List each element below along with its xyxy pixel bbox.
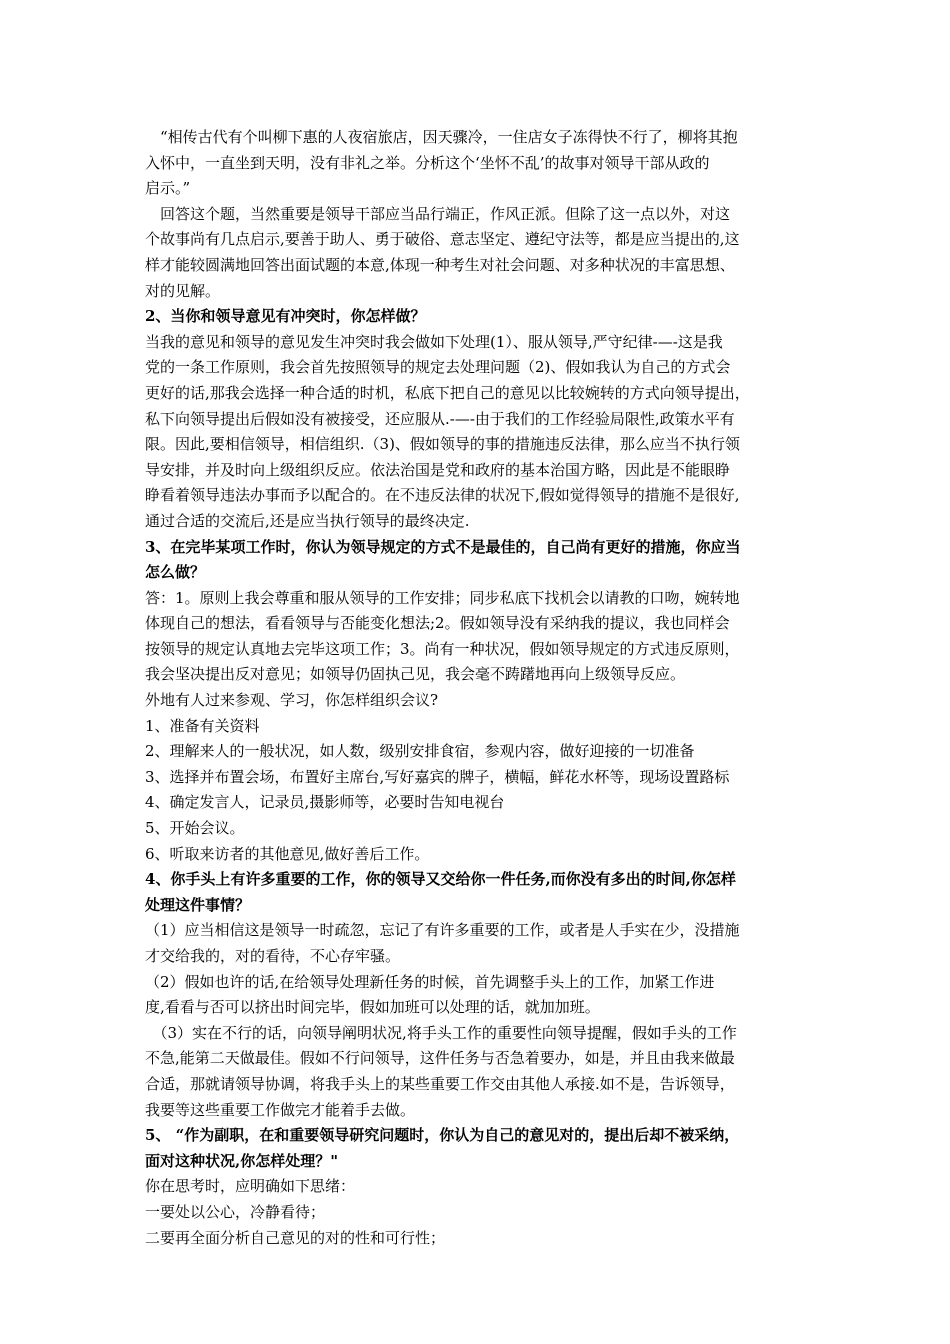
question-heading-line: 3、在完毕某项工作时，你认为领导规定的方式不是最佳的，自己尚有更好的措施，你应当 xyxy=(145,537,741,556)
body-text-line: 当我的意见和领导的意见发生冲突时我会做如下处理(1）、服从领导,严守纪律-—-这是我 xyxy=(145,332,723,351)
body-text-line: 合适，那就请领导协调，将我手头上的某些重要工作交由其他人承接.如不是，告诉领导， xyxy=(145,1074,735,1093)
body-text-line: 限。因此,要相信领导，相信组织.（3)、假如领导的事的措施违反法律，那么应当不执行领 xyxy=(145,435,740,454)
body-text-line: 6、听取来访者的其他意见,做好善后工作。 xyxy=(145,844,430,863)
body-text-line: 才交给我的，对的看待，不心存牢骚。 xyxy=(145,947,401,965)
question-heading-line: 2、当你和领导意见有冲突时，你怎样做？ xyxy=(145,307,426,326)
body-text-line: 样才能较圆满地回答出面试题的本意,体现一种考生对社会问题、对多种状况的丰富思想、 xyxy=(145,255,735,274)
body-text-line: 按领导的规定认真地去完毕这项工作；3。尚有一种状况，假如领导规定的方式违反原则， xyxy=(145,639,740,658)
question-heading-line: 4、你手头上有许多重要的工作，你的领导又交给你一件任务,而你没有多出的时间,你怎样 xyxy=(145,870,736,889)
body-text-line: 一要处以公心，冷静看待； xyxy=(145,1202,326,1221)
question-heading-line: 5、 “作为副职，在和重要领导研究问题时，你认为自己的意见对的，提出后却不被采纳， xyxy=(145,1126,740,1145)
body-text-line: 导安排，并及时向上级组织反应。依法治国是党和政府的基本治国方略，因此是不能眼睁 xyxy=(145,460,731,479)
body-text-line: 我会坚决提出反对意见；如领导仍固执己见，我会毫不踌躇地再向上级领导反应。 xyxy=(145,665,686,684)
body-text-line: 3、选择并布置会场，布置好主席台,写好嘉宾的牌子，横幅，鲜花水杯等，现场设置路标 xyxy=(145,767,730,786)
body-text-line: 体现自己的想法，看看领导与否能变化想法;2。假如领导没有采纳我的提议，我也同样会 xyxy=(145,614,730,633)
question-heading-line: 怎么做？ xyxy=(145,563,206,582)
body-text-line: 党的一条工作原则，我会首先按照领导的规定去处理问题（2)、假如我认为自己的方式会 xyxy=(145,358,731,377)
body-text-line: 1、准备有关资料 xyxy=(145,716,260,735)
body-text-line: 4、确定发言人，记录员,摄影师等，必要时告知电视台 xyxy=(145,793,505,812)
body-text-line: 对的见解。 xyxy=(145,281,221,300)
body-text-line: 我要等这些重要工作做完才能着手去做。 xyxy=(145,1100,416,1119)
body-text-line: 2、理解来人的一般状况，如人数，级别安排食宿，参观内容，做好迎接的一切准备 xyxy=(145,742,695,761)
body-text-line: 更好的话,那我会选择一种合适的时机，私底下把自己的意见以比较婉转的方式向领导提出， xyxy=(145,383,750,402)
body-text-line: （2）假如也许的话,在给领导处理新任务的时候，首先调整手头上的工作，加紧工作进 xyxy=(145,972,715,991)
body-text-line: 个故事尚有几点启示,要善于助人、勇于破俗、意志坚定、遵纪守法等，都是应当提出的,这 xyxy=(145,230,740,249)
body-text-line: 通过合适的交流后,还是应当执行领导的最终决定. xyxy=(145,511,470,530)
body-text-line: （3）实在不行的话，向领导阐明状况,将手头工作的重要性向领导提醒，假如手头的工作 xyxy=(152,1023,737,1042)
body-text-line: 回答这个题，当然重要是领导干部应当品行端正，作风正派。但除了这一点以外，对这 xyxy=(160,204,731,223)
body-text-line: （1）应当相信这是领导一时疏忽，忘记了有许多重要的工作，或者是人手实在少，没措施 xyxy=(145,921,740,940)
body-text-line: 私下向领导提出后假如没有被接受，还应服从.-—-由于我们的工作经验局限性,政策水平有 xyxy=(145,409,735,428)
question-heading-line: 面对这种状况,你怎样处理？" xyxy=(145,1151,339,1170)
body-text-line: 入怀中，一直坐到天明，没有非礼之举。分析这个‘坐怀不乱’的故事对领导干部从政的 xyxy=(145,153,710,172)
body-text-line: 你在思考时，应明确如下思绪： xyxy=(145,1177,356,1196)
document-body xyxy=(145,125,810,1251)
body-text-line: 答：1。原则上我会尊重和服从领导的工作安排；同步私底下找机会以请教的口吻，婉转地 xyxy=(145,588,740,607)
body-text-line: 二要再全面分析自己意见的对的性和可行性； xyxy=(145,1228,446,1247)
body-text-line: 度,看看与否可以挤出时间完毕，假如加班可以处理的话，就加加班。 xyxy=(145,998,600,1017)
body-text-line: 外地有人过来参观、学习，你怎样组织会议? xyxy=(145,691,439,710)
question-heading-line: 处理这件事情？ xyxy=(145,895,251,914)
body-text-line: “相传古代有个叫柳下惠的人夜宿旅店，因天骤冷，一住店女子冻得快不行了，柳将其抱 xyxy=(160,128,738,146)
body-text-line: 5、开始会议。 xyxy=(145,819,245,838)
body-text-line: 不急,能第二天做最佳。假如不行问领导，这件任务与否急着要办，如是，并且由我来做最 xyxy=(145,1049,735,1068)
body-text-line: 睁看着领导违法办事而予以配合的。在不违反法律的状况下,假如觉得领导的措施不是很好, xyxy=(145,486,740,505)
body-text-line: 启示。” xyxy=(145,179,191,198)
